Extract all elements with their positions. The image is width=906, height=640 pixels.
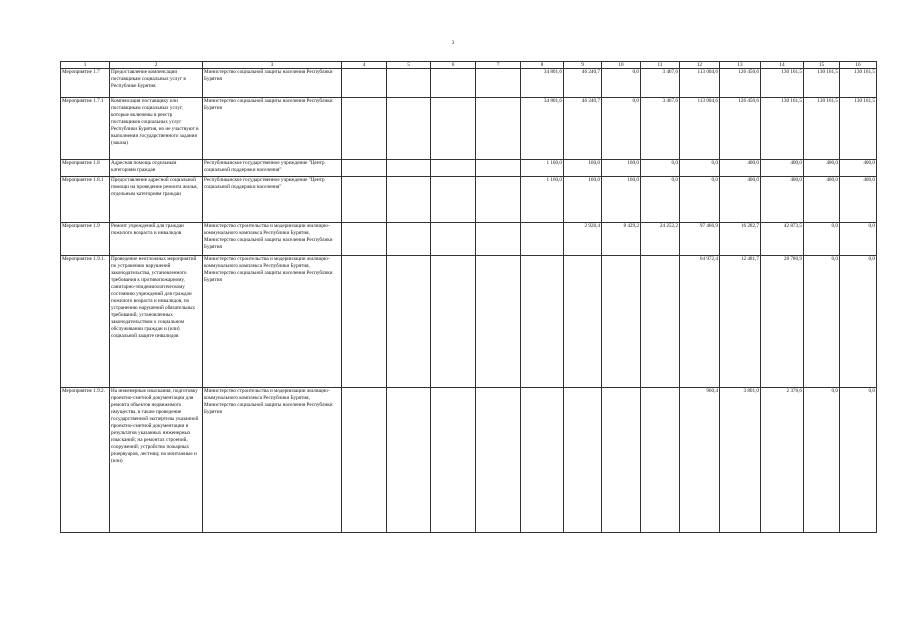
row-value-cell bbox=[387, 69, 431, 98]
row-value-cell: 1 160,0 bbox=[521, 177, 564, 223]
header-cell: 16 bbox=[840, 62, 877, 69]
row-executor-cell: Министерство социальной защиты населения Республики Бурятия bbox=[203, 69, 342, 98]
row-value-cell: 0,0 bbox=[641, 177, 680, 223]
row-value-cell: 34 801,6 bbox=[521, 98, 564, 160]
row-value-cell: 130 161,5 bbox=[804, 69, 840, 98]
row-value-cell: 0,0 bbox=[602, 69, 641, 98]
row-value-cell bbox=[431, 388, 476, 533]
row-code-cell: Мероприятие 1.8 bbox=[61, 160, 110, 177]
row-value-cell bbox=[431, 98, 476, 160]
row-value-cell bbox=[476, 177, 521, 223]
row-value-cell: 0,0 bbox=[840, 256, 877, 388]
budget-table bbox=[60, 61, 877, 533]
row-code-cell: Мероприятие 1.9.2. bbox=[61, 388, 110, 533]
row-value-cell: 0,0 bbox=[804, 223, 840, 256]
row-value-cell: 400,0 bbox=[840, 177, 877, 223]
row-value-cell bbox=[342, 69, 387, 98]
row-value-cell: 0,0 bbox=[840, 388, 877, 533]
row-value-cell: 400,0 bbox=[840, 160, 877, 177]
row-value-cell: 130 161,5 bbox=[761, 69, 804, 98]
row-value-cell bbox=[431, 69, 476, 98]
header-cell: 13 bbox=[720, 62, 761, 69]
row-value-cell bbox=[476, 388, 521, 533]
row-value-cell: 160,0 bbox=[564, 160, 602, 177]
row-value-cell: 0,0 bbox=[804, 388, 840, 533]
row-value-cell: 130 161,5 bbox=[804, 98, 840, 160]
row-value-cell bbox=[431, 160, 476, 177]
row-value-cell bbox=[342, 388, 387, 533]
row-value-cell bbox=[602, 388, 641, 533]
row-value-cell bbox=[342, 223, 387, 256]
row-value-cell: 0,0 bbox=[804, 256, 840, 388]
row-value-cell: 12 481,7 bbox=[720, 256, 761, 388]
page-number: 3 bbox=[451, 41, 455, 46]
row-code-cell: Мероприятие 1.7 bbox=[61, 69, 110, 98]
row-value-cell: 113 004,6 bbox=[680, 98, 720, 160]
row-value-cell bbox=[476, 160, 521, 177]
row-value-cell: 2 928,4 bbox=[564, 223, 602, 256]
header-cell: 14 bbox=[761, 62, 804, 69]
row-value-cell: 34 801,6 bbox=[521, 69, 564, 98]
row-value-cell bbox=[476, 69, 521, 98]
row-value-cell bbox=[431, 177, 476, 223]
row-value-cell bbox=[521, 388, 564, 533]
row-value-cell bbox=[342, 98, 387, 160]
header-cell: 3 bbox=[203, 62, 342, 69]
row-name-cell: Предоставление адресной социальной помощи на проведение ремонта жилья, отдельным категориям граждан bbox=[110, 177, 203, 223]
row-value-cell bbox=[387, 388, 431, 533]
header-cell: 1 bbox=[61, 62, 110, 69]
row-value-cell bbox=[387, 98, 431, 160]
row-value-cell: 0,0 bbox=[680, 177, 720, 223]
row-value-cell: 0,0 bbox=[840, 223, 877, 256]
row-value-cell: 2 376,6 bbox=[761, 388, 804, 533]
table-row bbox=[61, 256, 877, 388]
row-value-cell bbox=[342, 177, 387, 223]
row-value-cell: 97 466,9 bbox=[680, 223, 720, 256]
row-value-cell bbox=[521, 256, 564, 388]
row-value-cell bbox=[602, 256, 641, 388]
row-name-cell: Адресная помощь отдельным категориям граждан bbox=[110, 160, 203, 177]
row-value-cell: 64 972,4 bbox=[680, 256, 720, 388]
table-row bbox=[61, 223, 877, 256]
row-value-cell: 113 004,6 bbox=[680, 69, 720, 98]
row-value-cell bbox=[342, 256, 387, 388]
row-value-cell bbox=[431, 223, 476, 256]
row-value-cell bbox=[476, 256, 521, 388]
row-name-cell: Проведение неотложных мероприятий по устранению нарушений законодательства, установленного требования к противопожарному, санитарно-эпидемиологическому состоянию учреждений для граждан пожилого возраста и инвалидов, по устранению нарушений обязательных требований, установленных законодательством о социальном обслуживании граждан и (или) социальной защите инвалидов bbox=[110, 256, 203, 388]
row-code-cell: Мероприятие 1.7.1 bbox=[61, 98, 110, 160]
row-code-cell: Мероприятие 1.9 bbox=[61, 223, 110, 256]
row-value-cell: 0,0 bbox=[641, 160, 680, 177]
row-value-cell: 126 450,6 bbox=[720, 69, 761, 98]
header-cell: 7 bbox=[476, 62, 521, 69]
row-value-cell: 400,0 bbox=[761, 160, 804, 177]
row-value-cell: 160,0 bbox=[602, 160, 641, 177]
row-value-cell: 0,0 bbox=[680, 160, 720, 177]
row-value-cell: 160,0 bbox=[564, 177, 602, 223]
header-cell: 5 bbox=[387, 62, 431, 69]
row-name-cell: На инженерные изыскания, подготовку проектно-сметной документации для ремонта объектов недвижимого имущества, в также проведение государственной экспертизы указанной проектно-сметной документации и результатов указанных инженерных изысканий; на ремонтах строений, сооружений; устройство пожарных резервуаров, лестниц; на монтажные и (или) bbox=[110, 388, 203, 533]
row-value-cell: 3 801,0 bbox=[720, 388, 761, 533]
row-name-cell: Компенсация поставщику или поставщикам социальных услуг, которые включены в реестр поставщиков социальных услуг Республики Бурятия, но не участвуют в выполнении государственного задания (заказа) bbox=[110, 98, 203, 160]
header-cell: 11 bbox=[641, 62, 680, 69]
row-value-cell bbox=[641, 388, 680, 533]
row-value-cell: 400,0 bbox=[720, 177, 761, 223]
row-value-cell bbox=[342, 160, 387, 177]
row-value-cell: 3 467,6 bbox=[641, 69, 680, 98]
table-row bbox=[61, 98, 877, 160]
row-value-cell: 400,0 bbox=[720, 160, 761, 177]
row-value-cell bbox=[387, 160, 431, 177]
row-executor-cell: Министерство строительства и модернизации жилищно-коммунального комплекса Республики Бурятия, Министерство социальной защиты населения Республики Бурятия bbox=[203, 388, 342, 533]
row-value-cell: 46 240,7 bbox=[564, 98, 602, 160]
row-executor-cell: Министерство социальной защиты населения Республики Бурятия bbox=[203, 98, 342, 160]
header-cell: 8 bbox=[521, 62, 564, 69]
row-value-cell bbox=[476, 98, 521, 160]
row-value-cell: 960,4 bbox=[680, 388, 720, 533]
header-cell: 10 bbox=[602, 62, 641, 69]
row-value-cell: 1 160,0 bbox=[521, 160, 564, 177]
row-value-cell: 8 429,2 bbox=[602, 223, 641, 256]
row-value-cell bbox=[387, 256, 431, 388]
row-code-cell: Мероприятие 1.9.1. bbox=[61, 256, 110, 388]
row-value-cell: 130 161,5 bbox=[761, 98, 804, 160]
header-cell: 9 bbox=[564, 62, 602, 69]
row-value-cell bbox=[387, 223, 431, 256]
row-value-cell: 400,0 bbox=[804, 160, 840, 177]
row-value-cell bbox=[521, 223, 564, 256]
row-executor-cell: Министерство строительства и модернизации жилищно-коммунального комплекса Республики Бурятия, Министерство социальной защиты населения Республики Бурятия bbox=[203, 256, 342, 388]
table-row bbox=[61, 177, 877, 223]
table-row bbox=[61, 388, 877, 533]
row-value-cell bbox=[564, 388, 602, 533]
row-name-cell: Предоставление компенсации поставщикам социальных услуг в Республике Бурятия bbox=[110, 69, 203, 98]
row-value-cell: 42 873,5 bbox=[761, 223, 804, 256]
row-value-cell bbox=[431, 256, 476, 388]
row-code-cell: Мероприятие 1.8.1 bbox=[61, 177, 110, 223]
table-row bbox=[61, 160, 877, 177]
header-cell: 2 bbox=[110, 62, 203, 69]
row-value-cell: 400,0 bbox=[804, 177, 840, 223]
header-cell: 6 bbox=[431, 62, 476, 69]
table-row bbox=[61, 69, 877, 98]
row-value-cell: 126 450,6 bbox=[720, 98, 761, 160]
row-value-cell: 24 252,2 bbox=[641, 223, 680, 256]
row-value-cell bbox=[564, 256, 602, 388]
row-value-cell bbox=[476, 223, 521, 256]
header-row bbox=[61, 62, 877, 69]
row-value-cell: 46 240,7 bbox=[564, 69, 602, 98]
row-executor-cell: Министерство строительства и модернизации жилищно-коммунального комплекса Республики Бурятия, Министерство социальной защиты населения Республики Бурятия bbox=[203, 223, 342, 256]
row-value-cell: 400,0 bbox=[761, 177, 804, 223]
row-value-cell: 130 161,5 bbox=[840, 69, 877, 98]
row-executor-cell: Республиканское государственное учреждение "Центр социальной поддержки населения" bbox=[203, 160, 342, 177]
row-value-cell: 28 780,9 bbox=[761, 256, 804, 388]
row-value-cell: 160,0 bbox=[602, 177, 641, 223]
row-value-cell bbox=[641, 256, 680, 388]
header-cell: 4 bbox=[342, 62, 387, 69]
row-value-cell: 0,0 bbox=[602, 98, 641, 160]
header-cell: 15 bbox=[804, 62, 840, 69]
row-name-cell: Ремонт учреждений для граждан пожилого возраста и инвалидов bbox=[110, 223, 203, 256]
row-executor-cell: Республиканское государственное учреждение "Центр социальной поддержки населения" bbox=[203, 177, 342, 223]
header-cell: 12 bbox=[680, 62, 720, 69]
row-value-cell: 16 282,7 bbox=[720, 223, 761, 256]
row-value-cell bbox=[387, 177, 431, 223]
row-value-cell: 3 467,6 bbox=[641, 98, 680, 160]
row-value-cell: 130 161,5 bbox=[840, 98, 877, 160]
